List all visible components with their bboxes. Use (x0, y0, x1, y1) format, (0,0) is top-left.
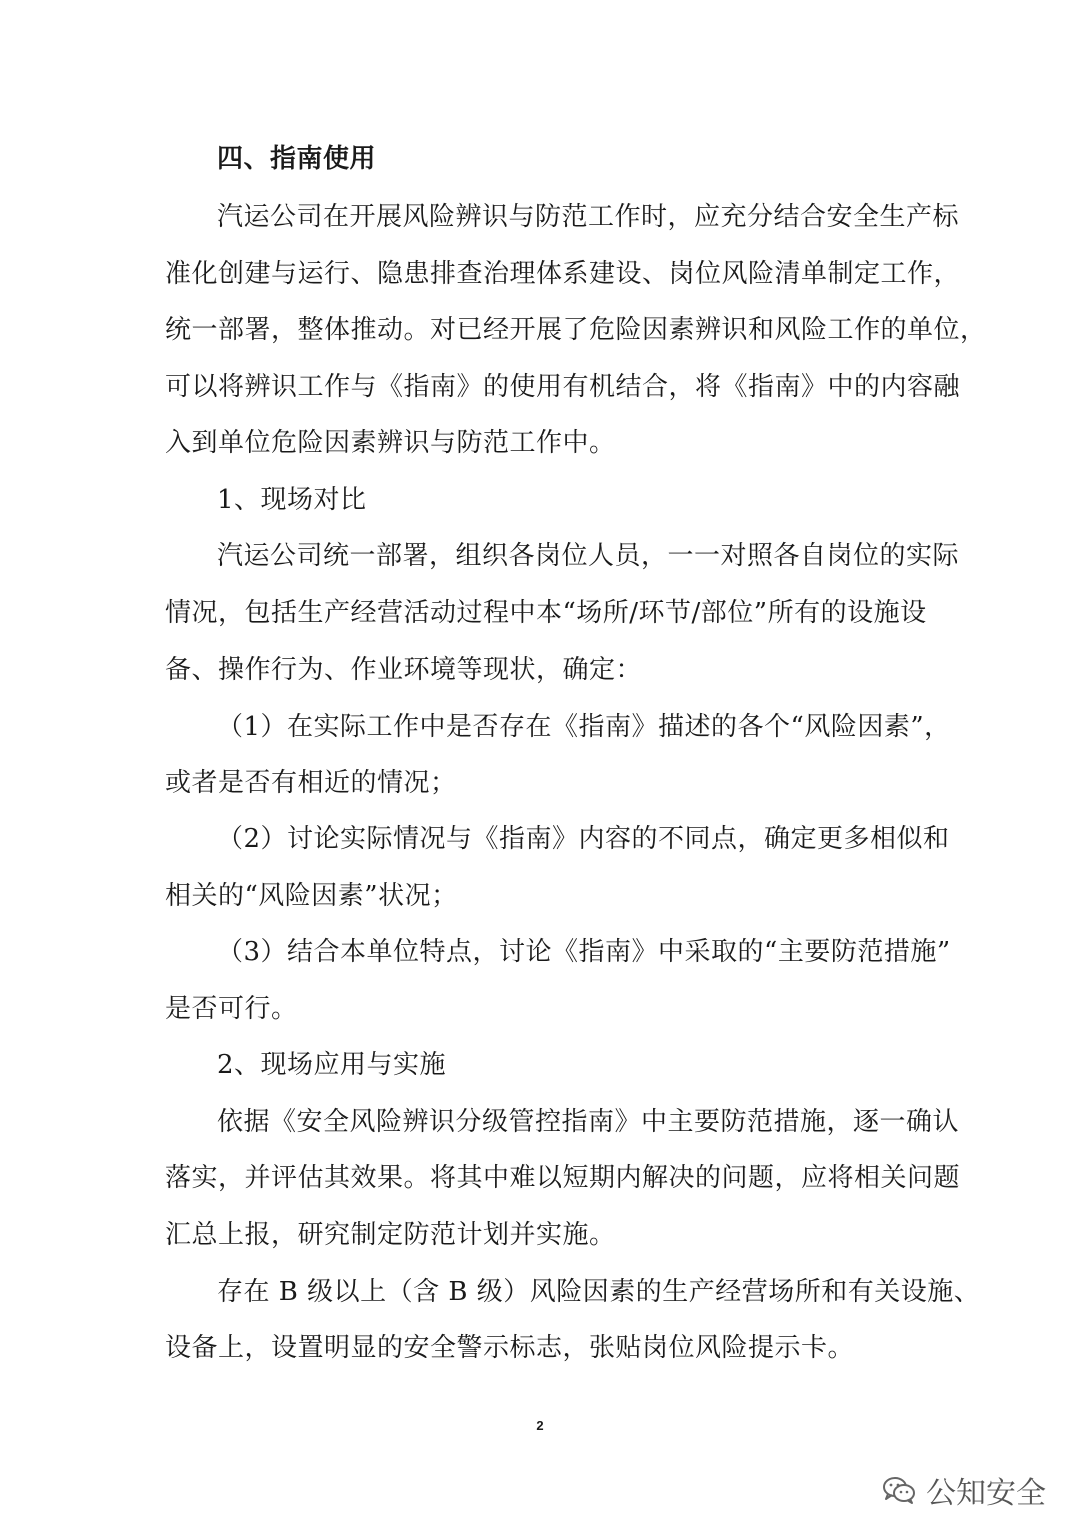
section-title: 四、指南使用 (217, 144, 377, 174)
paragraph-line: 设备上，设置明显的安全警示标志，张贴岗位风险提示卡。 (165, 1333, 855, 1363)
list-item-continuation: 或者是否有相近的情况； (165, 768, 457, 798)
paragraph-line: 可以将辨识工作与《指南》的使用有机结合，将《指南》中的内容融 (165, 372, 961, 402)
page-number: 2 (536, 1418, 544, 1433)
paragraph-line: 依据《安全风险辨识分级管控指南》中主要防范措施，逐一确认 (217, 1107, 960, 1137)
paragraph-line: 备、操作行为、作业环境等现状，确定： (165, 655, 643, 685)
paragraph-line: 汽运公司统一部署，组织各岗位人员，一一对照各自岗位的实际 (217, 541, 960, 571)
paragraph-line: 汽运公司在开展风险辨识与防范工作时，应充分结合安全生产标 (217, 202, 960, 232)
paragraph-line: 存在 B 级以上（含 B 级）风险因素的生产经营场所和有关设施、 (217, 1277, 981, 1307)
subsection-title: 1、现场对比 (217, 485, 367, 515)
list-item: （2）讨论实际情况与《指南》内容的不同点，确定更多相似和 (217, 824, 950, 854)
list-item: （1）在实际工作中是否存在《指南》描述的各个“风险因素”， (217, 712, 951, 742)
paragraph-line: 情况，包括生产经营活动过程中本“场所/环节/部位”所有的设施设 (165, 598, 927, 628)
list-item-continuation: 相关的“风险因素”状况； (165, 881, 458, 911)
watermark (882, 1468, 1046, 1512)
subsection-title: 2、现场应用与实施 (217, 1050, 447, 1080)
paragraph-line: 汇总上报，研究制定防范计划并实施。 (165, 1220, 616, 1250)
paragraph-line: 落实，并评估其效果。将其中难以短期内解决的问题，应将相关问题 (165, 1163, 961, 1193)
paragraph-line: 准化创建与运行、隐患排查治理体系建设、岗位风险清单制定工作， (165, 259, 961, 289)
wechat-icon (882, 1475, 916, 1505)
paragraph-line: 统一部署，整体推动。对已经开展了危险因素辨识和风险工作的单位， (165, 315, 987, 345)
list-item: （3）结合本单位特点，讨论《指南》中采取的“主要防范措施” (217, 937, 951, 967)
watermark-text: 公知安全 (926, 1476, 1046, 1511)
list-item-continuation: 是否可行。 (165, 994, 298, 1024)
paragraph-line: 入到单位危险因素辨识与防范工作中。 (165, 428, 616, 458)
